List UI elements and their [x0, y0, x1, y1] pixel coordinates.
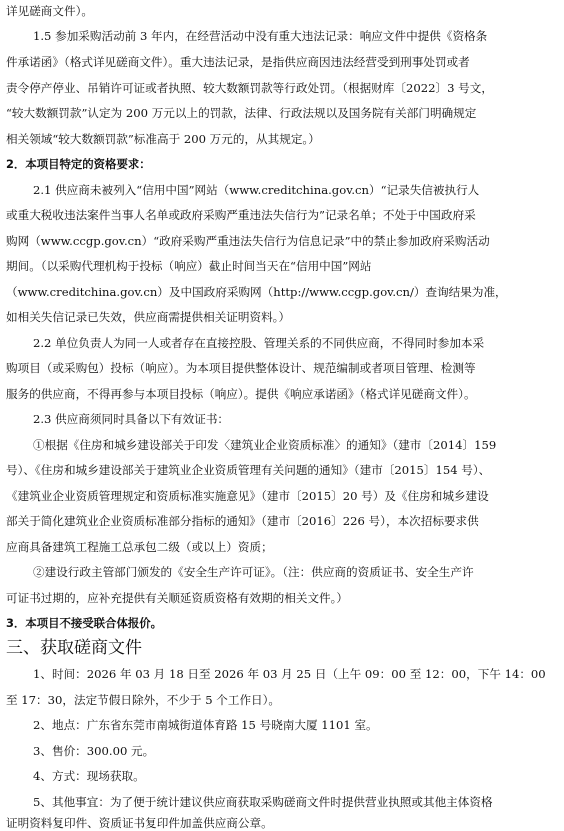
section-heading: 3．本项目不接受联合体报价。 — [6, 616, 163, 630]
text-line: 或重大税收违法案件当事人名单或政府采购严重违法失信行为”记录名单；不处于中国政府采 — [6, 208, 476, 222]
text-line: 《建筑业企业资质管理规定和资质标准实施意见》（建市〔2015〕20 号）及《住房和城乡建设 — [6, 489, 489, 503]
text-line: 2.2 单位负责人为同一人或者存在直接控股、管理关系的不同供应商，不得同时参加本采 — [33, 336, 485, 350]
text-line: 件承诺函》（格式详见磋商文件）。重大违法记录，是指供应商因违法经营受到刑事处罚或者 — [6, 55, 470, 69]
text-line: 2.3 供应商须同时具备以下有效证书： — [33, 412, 230, 426]
text-line: 1、时间：2026 年 03 月 18 日至 2026 年 03 月 25 日（上午 09：00 至 12：00，下午 14：00 — [33, 667, 546, 681]
text-line: 责令停产停业、吊销许可证或者执照、较大数额罚款等行政处罚。（根据财库〔2022〕3 号文， — [6, 81, 493, 95]
text-line: 证明资料复印件、资质证书复印件加盖供应商公章。 — [6, 816, 273, 830]
chapter-heading: 三、获取磋商文件 — [6, 638, 142, 658]
text-line: 1.5 参加采购活动前 3 年内，在经营活动中没有重大违法记录：响应文件中提供《资格条 — [33, 29, 488, 43]
text-line: 2、地点：广东省东莞市南城街道体育路 15 号晓南大厦 1101 室。 — [33, 718, 378, 732]
text-line: “较大数额罚款”认定为 200 万元以上的罚款，法律、行政法规以及国务院有关部门明确规定 — [6, 106, 477, 120]
text-line: 相关领域“较大数额罚款”标准高于 200 万元的，从其规定。） — [6, 132, 320, 146]
text-line: （www.creditchina.gov.cn）及中国政府采购网（http://www.ccgp.gov.cn/）查询结果为准， — [6, 285, 507, 299]
text-line: 购网（www.ccgp.gov.cn）“政府采购严重违法失信行为信息记录”中的禁止参加政府采购活动 — [6, 234, 490, 248]
text-line: 应商具备建筑工程施工总承包二级（或以上）资质； — [6, 540, 273, 554]
text-line: 如相关失信记录已失效，供应商需提供相关证明资料。） — [6, 310, 291, 324]
section-heading: 2．本项目特定的资格要求： — [6, 157, 151, 171]
text-line: 号）、《住房和城乡建设部关于建筑业企业资质管理有关问题的通知》（建市〔2015〕154 号）、 — [6, 463, 491, 477]
text-line: ②建设行政主管部门颁发的《安全生产许可证》。（注：供应商的资质证书、安全生产许 — [33, 565, 474, 579]
text-line: 详见磋商文件）。 — [6, 4, 93, 18]
text-line: 期间。（以采购代理机构于投标（响应）截止时间当天在“信用中国”网站 — [6, 259, 372, 273]
text-line: 2.1 供应商未被列入“信用中国”网站（www.creditchina.gov.cn）“记录失信被执行人 — [33, 183, 480, 197]
text-line: 服务的供应商，不得再参与本项目投标（响应）。提供《响应承诺函》（格式详见磋商文件）。 — [6, 387, 476, 401]
text-line: ①根据《住房和城乡建设部关于印发〈建筑业企业资质标准〉的通知》（建市〔2014〕159 — [33, 438, 497, 452]
text-line: 5、其他事宜：为了便于统计建议供应商获取采购磋商文件时提供营业执照或其他主体资格 — [33, 795, 493, 809]
text-line: 至 17：30，法定节假日除外，不少于 5 个工作日）。 — [6, 693, 281, 707]
text-line: 购项目（或采购包）投标（响应）。为本项目提供整体设计、规范编制或者项目管理、检测等 — [6, 361, 476, 375]
text-line: 4、方式：现场获取。 — [33, 769, 145, 783]
text-line: 3、售价：300.00 元。 — [33, 744, 155, 758]
text-line: 部关于简化建筑业企业资质标准部分指标的通知》（建市〔2016〕226 号），本次招标要求供 — [6, 514, 479, 528]
text-line: 可证书过期的，应补充提供有关顺延资质资格有效期的相关文件。） — [6, 591, 349, 605]
